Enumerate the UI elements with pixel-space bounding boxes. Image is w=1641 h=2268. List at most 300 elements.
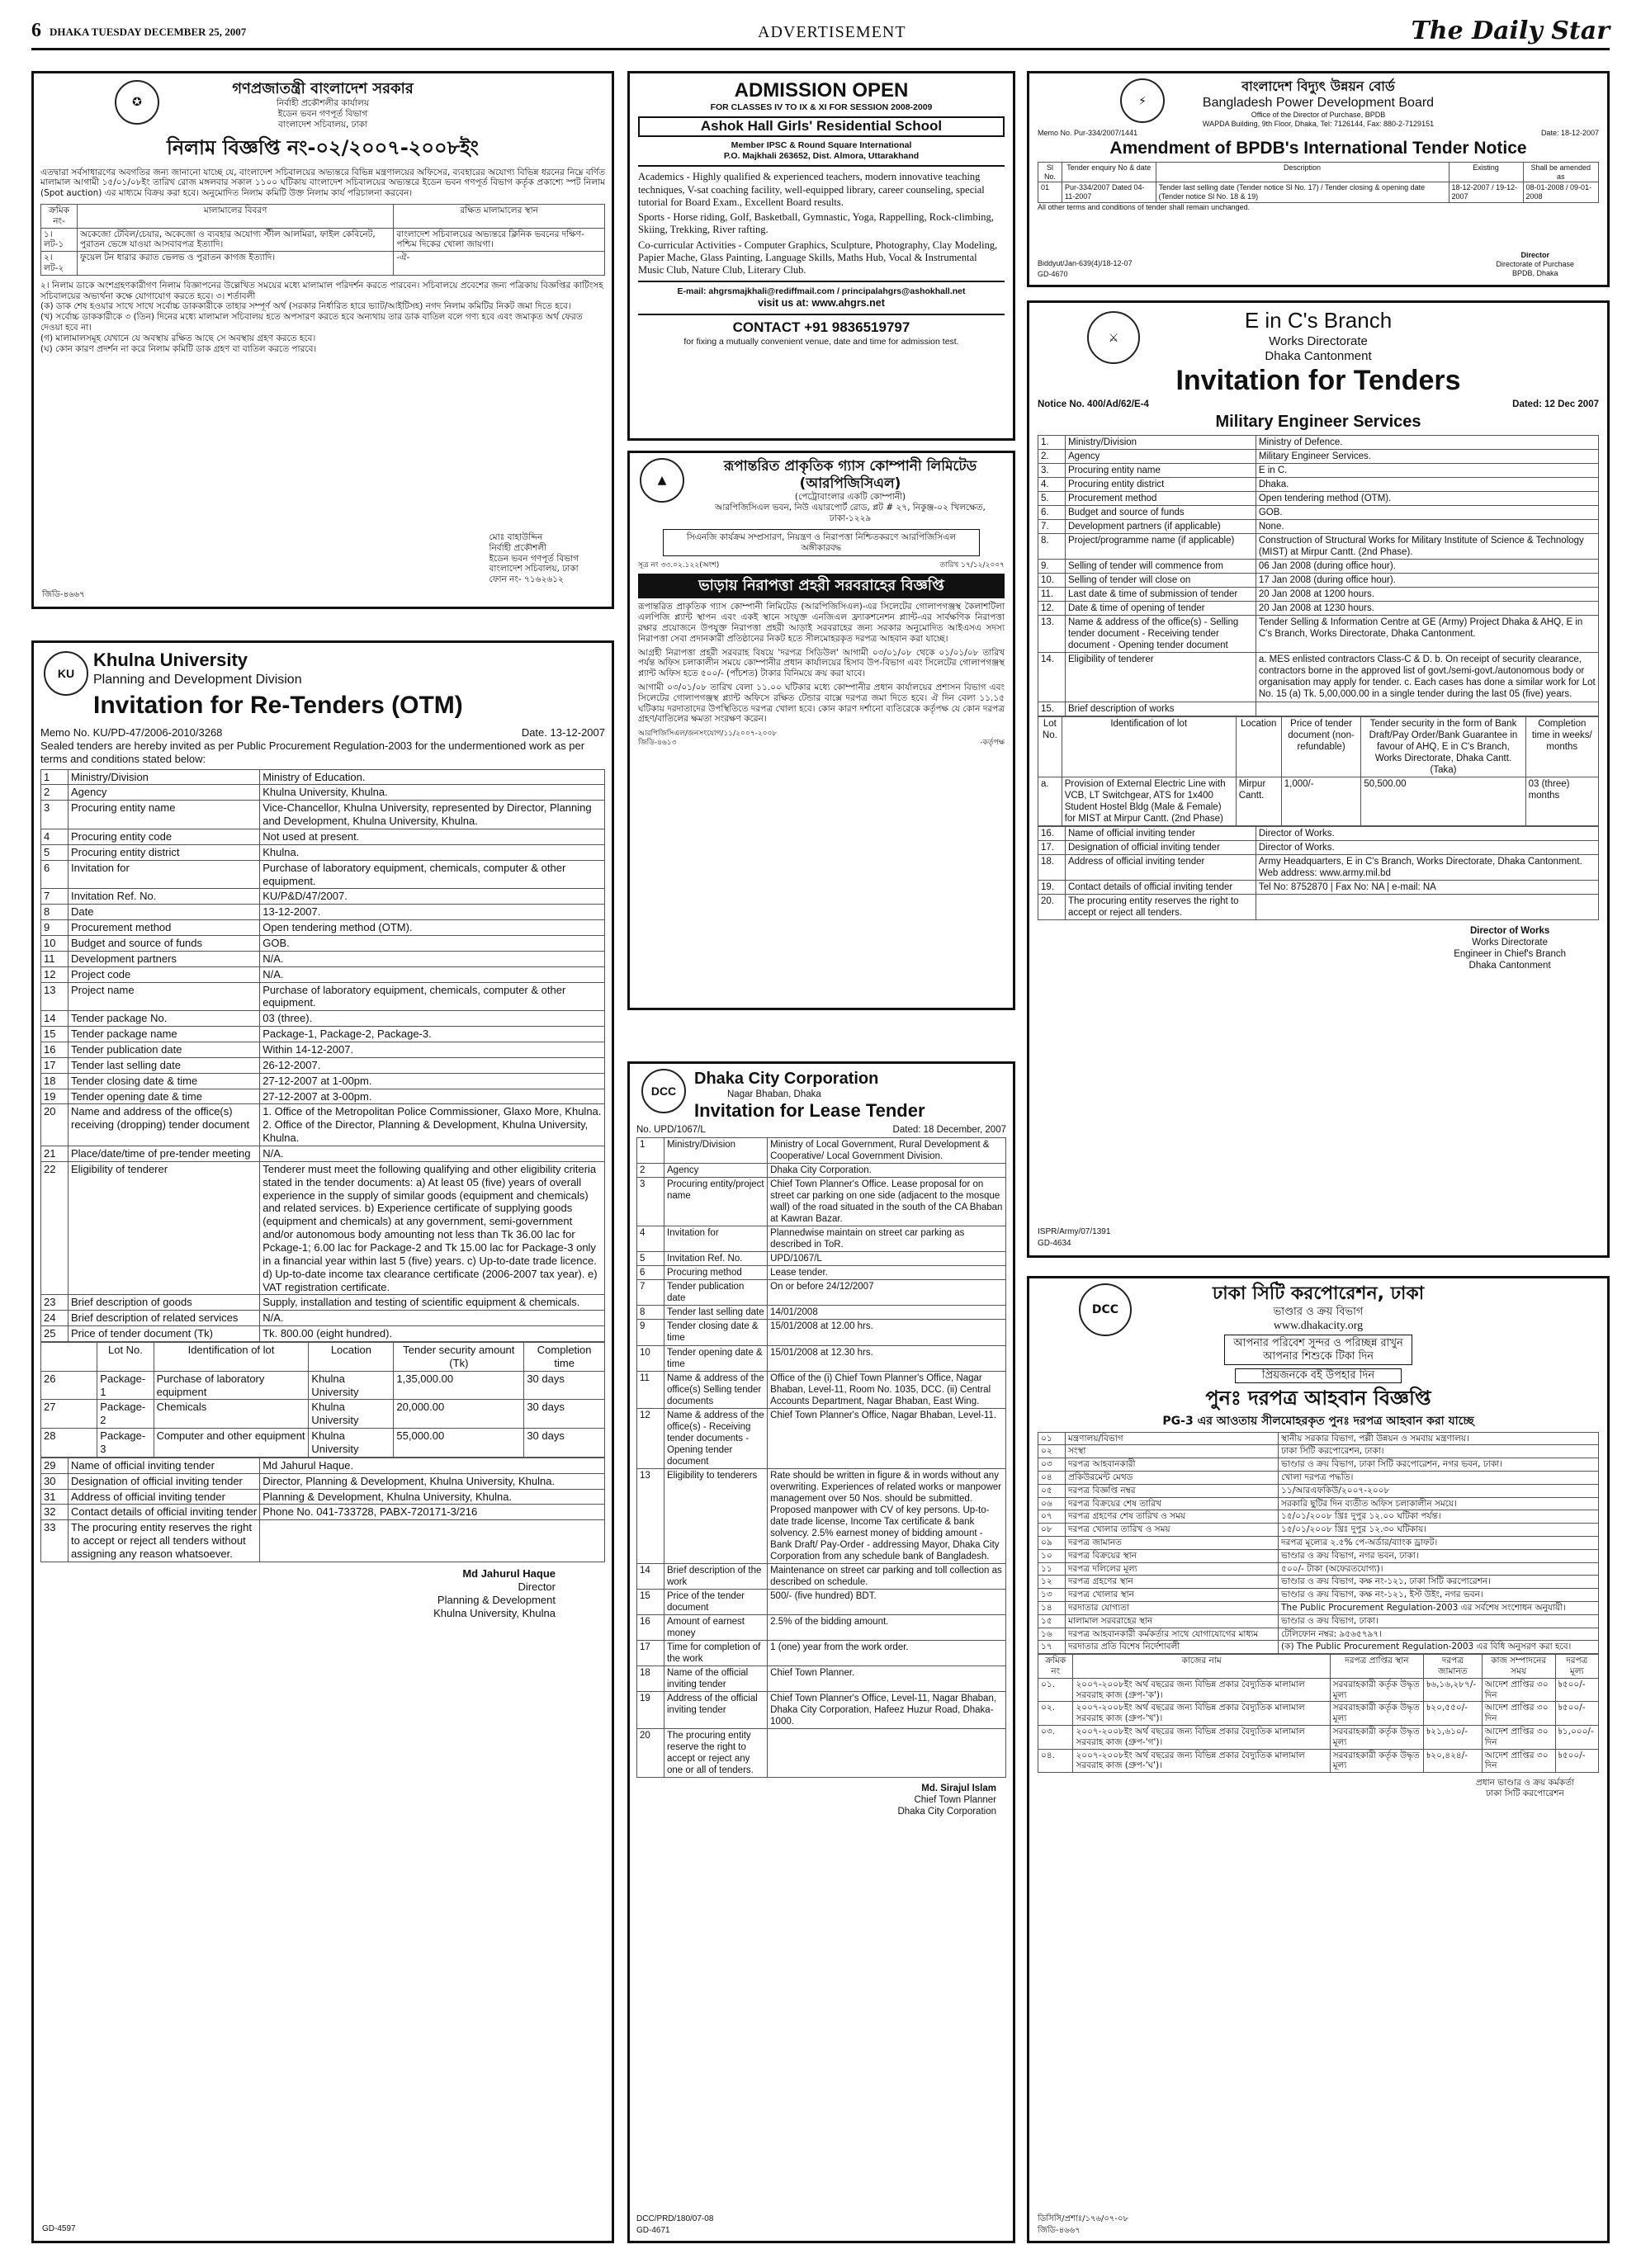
army-emblem-icon: ⚔ bbox=[1087, 311, 1140, 364]
table-cell: Package-3 bbox=[97, 1429, 154, 1458]
ad-code: GD-4670 bbox=[1038, 270, 1068, 279]
table-cell: ২। লট-২ bbox=[41, 252, 78, 276]
newspaper-logo: The Daily Star bbox=[1411, 17, 1610, 45]
table-header: Completion time in weeks/ months bbox=[1525, 716, 1598, 777]
table-row bbox=[41, 1057, 605, 1073]
table-cell: Phone No. 041-733728, PABX-720171-3/216 bbox=[260, 1505, 605, 1520]
signer-name: Md. Sirajul Islam bbox=[921, 1784, 996, 1794]
table-cell: 2.5% of the bidding amount. bbox=[768, 1614, 1006, 1640]
table-row bbox=[637, 1408, 1006, 1468]
table-cell: 8. bbox=[1038, 534, 1066, 560]
tender-table bbox=[1038, 435, 1599, 716]
table-cell: দরপত্র গ্রহণের স্থান bbox=[1066, 1576, 1279, 1589]
table-header: দরপত্র মূল্য bbox=[1555, 1655, 1598, 1679]
table-cell: 10 bbox=[637, 1345, 664, 1371]
lot-table bbox=[40, 1342, 605, 1458]
table-cell: Last date & time of submission of tender bbox=[1066, 588, 1256, 602]
table-cell: 4. bbox=[1038, 478, 1066, 492]
ref-number-2: আরপিজিসিএল/জনসংযোগ/১১/২০০৭-২০০৮ bbox=[638, 730, 778, 739]
table-cell: Invitation for bbox=[664, 1226, 768, 1252]
table-cell: Purchase of laboratory equipment, chemicals, computer & other equipment. bbox=[260, 982, 605, 1011]
table-cell: 30 days bbox=[524, 1429, 605, 1458]
table-cell: Address of official inviting tender bbox=[1066, 854, 1256, 880]
date-line: DHAKA TUESDAY DECEMBER 25, 2007 bbox=[50, 26, 247, 38]
retender-table bbox=[1038, 1432, 1599, 1655]
table-cell: Plannedwise maintain on street car parking as described in ToR. bbox=[768, 1226, 1006, 1252]
table-cell: E in C. bbox=[1256, 464, 1598, 478]
dcc-bangla-retender bbox=[1027, 1276, 1610, 2243]
slogan: আপনার পরিবেশ সুন্দর ও পরিচ্ছন্ন রাখুন bbox=[1233, 1336, 1403, 1349]
table-cell: ০৪. bbox=[1038, 1749, 1073, 1773]
table-cell: Procuring entity district bbox=[1066, 478, 1256, 492]
table-header: Tender security in the form of Bank Draft/Pay Order/Bank Guarantee in favour of AHQ, E in C's Branch, Works Directorate, Dhaka Cantt. (Taka) bbox=[1361, 716, 1525, 777]
govt-name: গণপ্রজাতন্ত্রী বাংলাদেশ সরকার bbox=[232, 80, 414, 97]
table-row bbox=[41, 920, 605, 936]
table-cell: 2 bbox=[41, 785, 69, 801]
table-header: Price of tender document (non-refundable) bbox=[1281, 716, 1361, 777]
table-cell: মালামাল সরবরাহের স্থান bbox=[1066, 1614, 1279, 1628]
table-cell: UPD/1067/L bbox=[768, 1252, 1006, 1266]
table-row bbox=[637, 1306, 1006, 1320]
org-name: Dhaka City Corporation bbox=[694, 1070, 879, 1088]
table-cell: ০৪ bbox=[1038, 1472, 1066, 1485]
subhead: FOR CLASSES IV TO IX & XI FOR SESSION 2008-2009 bbox=[710, 102, 933, 113]
table-row bbox=[1038, 1641, 1599, 1654]
school-member: Member IPSC & Round Square International bbox=[731, 139, 912, 150]
table-cell: 3 bbox=[637, 1178, 664, 1226]
table-cell: On or before 24/12/2007 bbox=[768, 1280, 1006, 1306]
table-header: Sl No. bbox=[1038, 162, 1062, 182]
table-cell: Not used at present. bbox=[260, 829, 605, 844]
rpgcl-logo-icon: ▲ bbox=[640, 458, 684, 503]
table-cell: 30 days bbox=[524, 1371, 605, 1400]
table-cell: 20,000.00 bbox=[394, 1400, 524, 1429]
table-cell: Package-2 bbox=[97, 1400, 154, 1429]
table-cell: 1 bbox=[637, 1138, 664, 1164]
table-cell: a. bbox=[1038, 777, 1062, 825]
table-cell: Khulna. bbox=[260, 844, 605, 860]
table-cell: Procuring entity/project name bbox=[664, 1178, 768, 1226]
table-cell: 26 bbox=[41, 1371, 97, 1400]
signer-title: নির্বাহী প্রকৌশলী bbox=[489, 542, 546, 553]
table-cell: Supply, installation and testing of scientific equipment & chemicals. bbox=[260, 1295, 605, 1311]
table-cell: 20 bbox=[637, 1728, 664, 1777]
table-cell: Budget and source of funds bbox=[1066, 506, 1256, 520]
table-cell: ৳৫০০/- bbox=[1555, 1702, 1598, 1726]
table-cell: সরবরাহকারী কর্তৃক উদ্ধৃত মূল্য bbox=[1330, 1749, 1423, 1773]
table-cell: 13 bbox=[637, 1468, 664, 1563]
table-cell: 20 Jan 2008 at 1230 hours. bbox=[1256, 602, 1598, 616]
ad-code: Biddyut/Jan-639(4)/18-12-07 bbox=[1038, 259, 1133, 268]
table-row bbox=[1038, 1678, 1599, 1702]
table-cell: ০৩. bbox=[1038, 1726, 1073, 1750]
table-cell: ১১ bbox=[1038, 1562, 1066, 1576]
table-cell: খোলা দরপত্র পদ্ধতি। bbox=[1279, 1472, 1599, 1485]
table-row bbox=[637, 1640, 1006, 1666]
notice-date: Dated: 12 Dec 2007 bbox=[1512, 399, 1599, 409]
table-cell: 13-12-2007. bbox=[260, 905, 605, 920]
slogan: আপনার শিশুকে টিকা দিন bbox=[1263, 1349, 1374, 1363]
table-cell: ৳২১,৬১০/- bbox=[1424, 1726, 1483, 1750]
table-cell: Name & address of the office(s) - Selling tender document - Receiving tender document - Opening tender document bbox=[1066, 616, 1256, 653]
table-cell: সরকারি ছুটির দিন ব্যতীত অফিস চলাকালীন সময়ে। bbox=[1279, 1497, 1599, 1510]
table-cell: Vice-Chancellor, Khulna University, represented by Director, Planning and Development, Khulna University, Khulna. bbox=[260, 801, 605, 829]
table-cell: Lease tender. bbox=[768, 1266, 1006, 1280]
table-cell: Army Headquarters, E in C's Branch, Works Directorate, Dhaka Cantonment. Web address: www.army.mil.bd bbox=[1256, 854, 1598, 880]
table-cell: Procuring entity district bbox=[69, 844, 260, 860]
table-cell: Agency bbox=[69, 785, 260, 801]
table-cell: সরবরাহকারী কর্তৃক উদ্ধৃত মূল্য bbox=[1330, 1726, 1423, 1750]
table-cell: 10 bbox=[41, 935, 69, 951]
table-cell: ৳২০,৫৫০/- bbox=[1424, 1702, 1483, 1726]
table-row bbox=[41, 1429, 605, 1458]
items-table bbox=[1038, 1654, 1599, 1773]
table-cell: Project/programme name (if applicable) bbox=[1066, 534, 1256, 560]
table-cell: Eligibility of tenderer bbox=[69, 1161, 260, 1295]
table-cell: ১৫/০১/২০০৮ খ্রিঃ দুপুর ১২.০০ ঘটিকা পর্যন্ত। bbox=[1279, 1510, 1599, 1524]
ad-code: GD-4671 bbox=[636, 2225, 670, 2235]
org-address: Nagar Bhaban, Dhaka bbox=[727, 1089, 821, 1100]
office-name: Office of the Director of Purchase, BPDB bbox=[1251, 111, 1386, 120]
table-cell: Provision of External Electric Line with VCB, LT Switchgear, ATS for 1x400 Student Hostel Bldg (Male & Female) for MIST at Mirpur Cantt. (2nd Phase) bbox=[1062, 777, 1236, 825]
table-cell: Khulna University bbox=[309, 1371, 394, 1400]
table-row bbox=[637, 1691, 1006, 1728]
table-cell: ১০ bbox=[1038, 1549, 1066, 1562]
table-row bbox=[1038, 1458, 1599, 1472]
table-cell: Name and address of the office(s) receiving (dropping) tender document bbox=[69, 1104, 260, 1146]
table-cell: 20 bbox=[41, 1104, 69, 1146]
table-header: Shall be amended as bbox=[1523, 162, 1598, 182]
table-cell: ১২ bbox=[1038, 1576, 1066, 1589]
table-cell: 5. bbox=[1038, 492, 1066, 506]
signer-org: ঢাকা সিটি করপোরেশন bbox=[1486, 1788, 1564, 1798]
table-cell: Chief Town Planner's Office. Lease proposal for on street car parking on one side (adjacent to the mosque wall) of the road situated in the south of the CA Bhaban at Kawran Bazar. bbox=[768, 1178, 1006, 1226]
table-cell: Tender publication date bbox=[69, 1042, 260, 1057]
table-cell: 33 bbox=[41, 1520, 69, 1562]
table-cell: 29 bbox=[41, 1458, 69, 1473]
table-header: ক্রমিক নং bbox=[1038, 1655, 1073, 1679]
table-cell: Director, Planning & Development, Khulna University, Khulna. bbox=[260, 1473, 605, 1489]
condition-item: (ক) ডাক শেষ হওয়ার সাথে সাথে সর্বোচ্চ ডাককারীকে তাহার সম্পূর্ণ অর্থ (সরকার নির্ধারিত হারে ভ্যাট/আইটিসহ) নগদ নিলাম কমিটির নিকট জমা দিতে হবে। bbox=[40, 301, 571, 312]
table-cell: দরপত্র মূল্যের ২.৫% পে-অর্ডার/ব্যাংক ড্রাফট। bbox=[1279, 1537, 1599, 1550]
table-cell: Procuring method bbox=[664, 1266, 768, 1280]
org-name: Bangladesh Power Development Board bbox=[1202, 95, 1435, 110]
table-row bbox=[1038, 450, 1599, 464]
table-cell: KU/P&D/47/2007. bbox=[260, 889, 605, 905]
table-cell: 55,000.00 bbox=[394, 1429, 524, 1458]
table-cell: N/A. bbox=[260, 951, 605, 966]
branch-name: E in C's Branch bbox=[1244, 308, 1393, 333]
table-header bbox=[41, 1343, 97, 1372]
table-cell: N/A. bbox=[260, 1146, 605, 1162]
table-header: Tender enquiry No & date bbox=[1062, 162, 1156, 182]
tender-table bbox=[40, 769, 605, 1343]
school-email[interactable]: E-mail: ahgrsmajkhali@rediffmail.com / principalahgrs@ashokhall.net bbox=[677, 286, 966, 297]
cocurricular-text: Co-curricular Activities - Computer Graphics, Sculpture, Photography, Clay Modeling, Papier Mache, Glass Painting, Language Skills, Maths Hub, Vocal & Instrumental Music Club, Nature Club, Literary Club. bbox=[638, 239, 998, 276]
table-cell: 9 bbox=[41, 920, 69, 936]
ad-code: DCC/PRD/180/07-08 bbox=[636, 2214, 714, 2223]
signer-place: Dhaka Cantonment bbox=[1468, 960, 1551, 971]
table-cell: 12. bbox=[1038, 602, 1066, 616]
table-row bbox=[1038, 1484, 1599, 1497]
table-cell bbox=[260, 1520, 605, 1562]
table-cell: 6. bbox=[1038, 506, 1066, 520]
ad-code: GD-4597 bbox=[42, 2223, 76, 2233]
table-row bbox=[1038, 1537, 1599, 1550]
table-cell: 22 bbox=[41, 1161, 69, 1295]
table-cell: 14. bbox=[1038, 653, 1066, 702]
table-cell: 16. bbox=[1038, 826, 1066, 840]
table-row bbox=[41, 252, 605, 276]
table-cell: Time for completion of the work bbox=[664, 1640, 768, 1666]
table-cell: ১৩ bbox=[1038, 1589, 1066, 1602]
table-cell: 12 bbox=[41, 966, 69, 982]
table-cell: দরপত্র বিক্রয়ের শেষ তারিখ bbox=[1066, 1497, 1279, 1510]
tender-table-continued bbox=[1038, 826, 1599, 920]
table-cell: 26-12-2007. bbox=[260, 1057, 605, 1073]
table-header: ক্রমিক নং- bbox=[41, 205, 78, 229]
ad-code: জিডি-৪৬৬৭ bbox=[1038, 2225, 1081, 2235]
school-admission-ad bbox=[627, 71, 1015, 441]
dept-name: ভাণ্ডার ও ক্রয় বিভাগ bbox=[1273, 1305, 1364, 1318]
notice-intro: এতদ্বারা সর্বসাধারণের অবগতির জন্য জানানো যাচ্ছে যে, বাংলাদেশ সচিবালয়ের অভ্যন্তরে বিভিন্ন মন্ত্রণালয়ের অফিসের, ব্যবহারের অযোগ্য বিভিন্ন ধরনের নিম্নে বর্ণিত মালামাল আগামী ১৫/০১/০৮ইং তারিখ রোজ মঙ্গলবার সকাল ১১০০ ঘটিকায় বাংলাদেশ সচিবালয়ের অভ্যন্তরে ইডেন ভবন গণপূর্ত বিভাগ কর্তৃক প্রকাশ্যে স্পট নিলাম (Spot auction) এর মাধ্যমে বিক্রয় করা হবে। অনুমোদিত নিলাম কমিটি উক্ত নিলাম কার্য পরিচালনা করবেন। bbox=[40, 167, 605, 199]
company-address: আরপিজিসিএল ভবন, নিউ এয়ারপোর্ট রোড, প্লট # ২৭, নিকুঞ্জ-০২ খিলক্ষেত, ঢাকা-১২২৯ bbox=[715, 503, 986, 524]
table-cell: দরপত্র গ্রহণের শেষ তারিখ ও সময় bbox=[1066, 1510, 1279, 1524]
table-cell: Project name bbox=[69, 982, 260, 1011]
table-cell: 17. bbox=[1038, 840, 1066, 854]
table-cell: 16 bbox=[41, 1042, 69, 1057]
table-cell bbox=[768, 1728, 1006, 1777]
table-cell: দরপত্র খোলার স্থান bbox=[1066, 1589, 1279, 1602]
table-row bbox=[637, 1280, 1006, 1306]
table-row bbox=[1038, 1589, 1599, 1602]
table-cell: 7 bbox=[637, 1280, 664, 1306]
table-row bbox=[1038, 492, 1599, 506]
table-row bbox=[1038, 1510, 1599, 1524]
table-row bbox=[41, 1473, 605, 1489]
notice-title: Amendment of BPDB's International Tender Notice bbox=[1109, 138, 1527, 158]
signer-dept: Directorate of Purchase bbox=[1496, 260, 1574, 269]
table-cell: Tender opening date & time bbox=[664, 1345, 768, 1371]
table-header: রক্ষিত মালামালের স্থান bbox=[394, 205, 605, 229]
table-cell: ১১/আরএফকিউ/২০০৭-২০০৮ bbox=[1279, 1484, 1599, 1497]
table-cell: 1. bbox=[1038, 436, 1066, 450]
website[interactable]: www.dhakacity.org bbox=[1273, 1319, 1364, 1332]
table-cell: N/A. bbox=[260, 1311, 605, 1326]
table-cell: Chief Town Planner. bbox=[768, 1666, 1006, 1691]
table-cell: 500/- (five hundred) BDT. bbox=[768, 1589, 1006, 1614]
table-cell: Tel No: 8752870 | Fax No: NA | e-mail: NA bbox=[1256, 880, 1598, 894]
table-cell: 30 bbox=[41, 1473, 69, 1489]
table-cell: ২০০৭-২০০৮ইং অর্থ বছরের জন্য বিভিন্ন প্রকার বৈদ্যুতিক মালামাল সরবরাহ কাজ (গ্রুপ-'ক')। bbox=[1073, 1678, 1330, 1702]
memo-number: Memo No. KU/PD-47/2006-2010/3268 bbox=[40, 725, 223, 739]
table-cell: Tender last selling date bbox=[69, 1057, 260, 1073]
table-cell: Director of Works. bbox=[1256, 840, 1598, 854]
khulna-university-logo-icon: KU bbox=[44, 651, 88, 696]
table-cell: ১৫/০১/২০০৮ খ্রিঃ দুপুর ১২.৩০ ঘটিকায়। bbox=[1279, 1524, 1599, 1537]
table-cell: আদেশ প্রাপ্তির ৩০ দিন bbox=[1482, 1678, 1555, 1702]
table-cell: ১৭ bbox=[1038, 1641, 1066, 1654]
ad-code: ISPR/Army/07/1391 bbox=[1038, 1226, 1111, 1236]
table-cell: 18 bbox=[41, 1073, 69, 1089]
signer-org: Dhaka City Corporation bbox=[897, 1807, 996, 1817]
table-row bbox=[1038, 574, 1599, 588]
authority: -কর্তৃপক্ষ bbox=[980, 739, 1005, 748]
table-cell: 25 bbox=[41, 1326, 69, 1342]
table-cell: Director of Works. bbox=[1256, 826, 1598, 840]
table-cell: Name of the official inviting tender bbox=[664, 1666, 768, 1691]
table-header: মালামালের বিবরণ bbox=[78, 205, 394, 229]
table-cell: Brief description of goods bbox=[69, 1295, 260, 1311]
table-row bbox=[1038, 826, 1599, 840]
table-cell: 27-12-2007 at 3-00pm. bbox=[260, 1089, 605, 1104]
school-website[interactable]: visit us at: www.ahgrs.net bbox=[758, 297, 885, 309]
division-name: Planning and Development Division bbox=[93, 672, 302, 687]
rpgcl-security-notice bbox=[627, 451, 1015, 1010]
amendment-table bbox=[1038, 162, 1599, 204]
signature-block bbox=[1476, 1778, 1574, 1799]
table-cell: Invitation for bbox=[69, 860, 260, 889]
table-cell: Name of official inviting tender bbox=[69, 1458, 260, 1473]
slogan: প্রিয়জনকে বই উপহার দিন bbox=[1235, 1368, 1402, 1383]
table-cell: Mirpur Cantt. bbox=[1236, 777, 1281, 825]
table-cell: GOB. bbox=[260, 935, 605, 951]
table-row bbox=[1038, 894, 1599, 919]
table-cell: Khulna University bbox=[309, 1429, 394, 1458]
table-row bbox=[41, 769, 605, 785]
signer-title: প্রধান ভাণ্ডার ও ক্রয় কর্মকর্তা bbox=[1475, 1778, 1574, 1788]
signature-block bbox=[636, 1783, 996, 1817]
office-name: নির্বাহী প্রকৌশলীর কার্যালয় bbox=[276, 97, 370, 108]
table-cell: Name & address of the office(s) - Receiving tender documents - Opening tender document bbox=[664, 1408, 768, 1468]
table-cell: 11. bbox=[1038, 588, 1066, 602]
signature-block bbox=[40, 1567, 556, 1619]
notice-title: Invitation for Lease Tender bbox=[694, 1100, 925, 1122]
table-cell: Maintenance on street car parking and toll collection as described on schedule. bbox=[768, 1563, 1006, 1589]
table-cell: Open tendering method (OTM). bbox=[260, 920, 605, 936]
table-cell: Tender package name bbox=[69, 1027, 260, 1042]
table-cell: Planning & Development, Khulna University, Khulna. bbox=[260, 1489, 605, 1505]
table-row bbox=[1038, 1628, 1599, 1641]
einc-tender-notice bbox=[1027, 300, 1610, 1258]
signer-phone: ফোন নং- ৭১৬২৬১২ bbox=[489, 574, 564, 585]
table-row bbox=[41, 935, 605, 951]
dcc-logo-icon: DCC bbox=[641, 1069, 686, 1113]
table-row bbox=[1038, 1472, 1599, 1485]
table-cell: Brief description of the work bbox=[664, 1563, 768, 1589]
table-row bbox=[637, 1614, 1006, 1640]
table-cell: ১। লট-১ bbox=[41, 228, 78, 252]
table-cell: Within 14-12-2007. bbox=[260, 1042, 605, 1057]
table-row bbox=[41, 982, 605, 1011]
table-cell: 5 bbox=[41, 844, 69, 860]
table-cell: 03 (three). bbox=[260, 1011, 605, 1027]
signer-name: Md Jahurul Haque bbox=[462, 1566, 556, 1580]
table-row bbox=[1038, 880, 1599, 894]
table-cell: 18. bbox=[1038, 854, 1066, 880]
signer-org: BPDB, Dhaka bbox=[1511, 269, 1558, 278]
table-cell: Md Jahurul Haque. bbox=[260, 1458, 605, 1473]
table-row bbox=[41, 951, 605, 966]
table-header: Lot No. bbox=[97, 1343, 154, 1372]
table-cell: Tender publication date bbox=[664, 1280, 768, 1306]
table-cell: Purchase of laboratory equipment bbox=[154, 1371, 309, 1400]
academics-text: Academics - Highly qualified & experienced teachers, modern innovative teaching techniques, V-sat coaching facility, well-equipped library, career counseling, special tutorial for Board Exam., Excellent Board results. bbox=[638, 171, 985, 208]
table-row bbox=[1038, 653, 1599, 702]
table-row bbox=[41, 889, 605, 905]
notice-title: পুনঃ দরপত্র আহবান বিজ্ঞপ্তি bbox=[1205, 1387, 1431, 1410]
table-header: Existing bbox=[1449, 162, 1523, 182]
office-address: বাংলাদেশ সচিবালয়, ঢাকা bbox=[277, 119, 368, 130]
signer-address: বাংলাদেশ সচিবালয়, ঢাকা bbox=[489, 564, 579, 574]
table-header: Location bbox=[309, 1343, 394, 1372]
table-cell: ফুয়েল টন ধারার করাত ভেলভ ও পুরাতন কাগজ ইত্যাদি। bbox=[78, 252, 394, 276]
masthead bbox=[31, 18, 1610, 50]
table-cell: ২০০৭-২০০৮ইং অর্থ বছরের জন্য বিভিন্ন প্রকার বৈদ্যুতিক মালামাল সরবরাহ কাজ (গ্রুপ-'খ')। bbox=[1073, 1702, 1330, 1726]
table-cell: আদেশ প্রাপ্তির ৩০ দিন bbox=[1482, 1702, 1555, 1726]
table-cell: 15 bbox=[637, 1589, 664, 1614]
section-title: ADVERTISEMENT bbox=[758, 23, 906, 41]
signer-sub: Engineer in Chief's Branch bbox=[1454, 948, 1566, 959]
table-cell: সংস্থা bbox=[1066, 1445, 1279, 1458]
table-cell: 19 bbox=[637, 1691, 664, 1728]
signer-title: Director bbox=[1520, 251, 1549, 260]
notice-body-3: আগামী ০৩/০১/০৮ তারিখ বেলা ১১.০০ ঘটিকার মধ্যে কোম্পানীর প্রধান কার্যালয়ের প্রশাসন বিভাগ এবং সিলেটের গোলাপগঞ্জস্থ প্ল্যান্ট অফিসে রক্ষিত টেন্ডার বাক্সে দরপত্র জমা দিতে হবে। ঐ দিন বেলা ১১.১৫ ঘটিকায় দরদাতাদের উপস্থিতিতে দরপত্র খোলা হবে। কোন কারণ দর্শানো ব্যতিরেকে কর্তৃপক্ষ যে কোন দরপত্র গ্রহণ/বাতিলের ক্ষমতা সংরক্ষণ করেন। bbox=[638, 682, 1005, 725]
bpdb-logo-icon: ⚡ bbox=[1120, 78, 1165, 123]
table-row bbox=[637, 1563, 1006, 1589]
table-cell: 01 bbox=[1038, 182, 1062, 203]
table-row bbox=[637, 1178, 1006, 1226]
table-cell: 8 bbox=[637, 1306, 664, 1320]
table-cell: 18 bbox=[637, 1666, 664, 1691]
table-cell: ৳৫০০/- bbox=[1555, 1749, 1598, 1773]
table-row bbox=[41, 1073, 605, 1089]
table-cell: ৳১,০০০/- bbox=[1555, 1726, 1598, 1750]
table-cell: Procurement method bbox=[1066, 492, 1256, 506]
table-row bbox=[1038, 702, 1599, 716]
table-cell: 5 bbox=[637, 1252, 664, 1266]
memo-number: Memo No. Pur-334/2007/1441 bbox=[1038, 128, 1138, 137]
table-row bbox=[637, 1345, 1006, 1371]
table-header: Identification of lot bbox=[154, 1343, 309, 1372]
signer-title: Chief Town Planner bbox=[914, 1795, 996, 1806]
table-row bbox=[1038, 1549, 1599, 1562]
notice-title: ভাড়ায় নিরাপত্তা প্রহরী সরবরাহের বিজ্ঞপ্তি bbox=[638, 574, 1005, 598]
table-cell: Price of tender document (Tk) bbox=[69, 1326, 260, 1342]
table-cell: Eligibility of tenderer bbox=[1066, 653, 1256, 702]
table-cell: 06 Jan 2008 (during office hour). bbox=[1256, 560, 1598, 574]
table-cell: Price of the tender document bbox=[664, 1589, 768, 1614]
table-cell: 14 bbox=[41, 1011, 69, 1027]
table-header: Description bbox=[1156, 162, 1449, 182]
signer-dept: Planning & Development bbox=[437, 1593, 556, 1606]
table-cell: 17 Jan 2008 (during office hour). bbox=[1256, 574, 1598, 588]
notice-notes: ২। নিলাম ডাকে অংশগ্রহণকারীগণ নিলাম বিজ্ঞাপনের উল্লেখিত সময়ের মধ্যে মালামাল পরিদর্শন করতে পারবেন। সচিবালয়ে প্রবেশের জন্য পত্রিকায় বিজ্ঞপ্তির কাটিংসহ সচিবালয়ের অভ্যর্থনা কক্ষে যোগাযোগ করতে হবে। ৩। শর্তাবলী bbox=[40, 280, 603, 301]
headline: ADMISSION OPEN bbox=[734, 79, 909, 102]
table-cell: Ministry/Division bbox=[69, 769, 260, 785]
table-row bbox=[41, 1400, 605, 1429]
lease-table bbox=[636, 1137, 1006, 1778]
table-cell: 19. bbox=[1038, 880, 1066, 894]
table-cell: Dhaka. bbox=[1256, 478, 1598, 492]
table-cell: Tender last selling date bbox=[664, 1306, 768, 1320]
table-row bbox=[637, 1320, 1006, 1345]
table-row bbox=[41, 1089, 605, 1104]
table-cell: Eligibility to tenderers bbox=[664, 1468, 768, 1563]
table-cell: 27 bbox=[41, 1400, 97, 1429]
table-cell: 7. bbox=[1038, 520, 1066, 534]
table-cell: Chief Town Planner's Office, Level-11, Nagar Bhaban, Dhaka City Corporation, Hafeez Huzur Road, Dhaka-1000. bbox=[768, 1691, 1006, 1728]
